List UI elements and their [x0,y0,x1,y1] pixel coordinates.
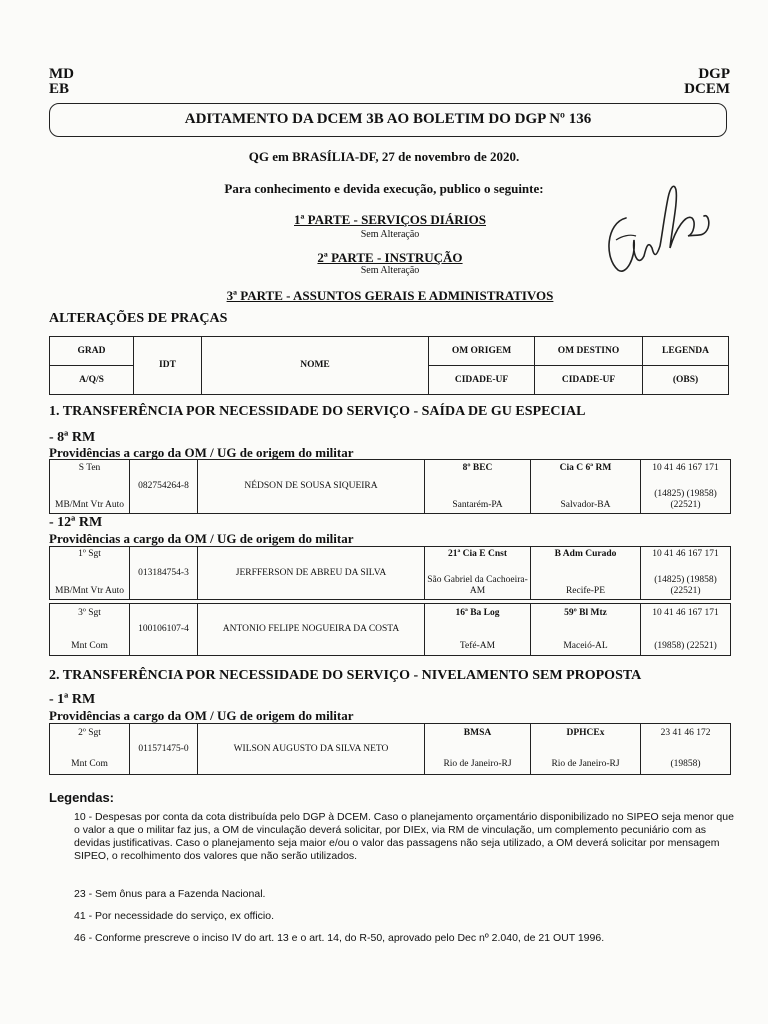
row-legenda: 10 41 46 167 171 [652,607,719,618]
row-cidade-destino: Rio de Janeiro-RJ [551,759,620,769]
row-nome: ANTONIO FELIPE NOGUEIRA DA COSTA [198,604,425,656]
legendas-title: Legendas: [49,790,115,805]
row-cidade-origem: Santarém-PA [452,499,503,510]
row-qual: Mnt Com [71,759,108,769]
table-row [49,459,731,514]
row-cidade-origem: São Gabriel da Cachoeira-AM [427,575,528,596]
table-row [49,723,731,775]
section2-providencias: Providências a cargo da OM / UG de origem do militar [49,708,354,723]
row-obs: (19858) (22521) [654,640,717,651]
header-table [49,336,729,395]
col-idt: IDT [134,337,202,395]
signature-image [596,178,716,278]
row-legenda: 10 41 46 167 171 [652,462,719,473]
row-cidade-origem: Tefé-AM [459,640,496,651]
row-idt: 100106107-4 [130,604,198,656]
row-om-origem: 16ª Ba Log [455,607,500,618]
legenda-item-41: 41 - Por necessidade do serviço, ex officio. [74,910,274,922]
row-obs: (14825) (19858) (22521) [654,488,717,510]
row-om-origem: 8º BEC [462,462,493,473]
row-om-destino: Cia C 6ª RM [559,462,612,473]
section1-providencias-2: Providências a cargo da OM / UG de origem do militar [49,531,354,546]
row-nome: NÉDSON DE SOUSA SIQUEIRA [198,460,425,514]
row-qual: Mnt Com [71,640,108,651]
col-legenda: LEGENDA [643,337,729,366]
row-idt: 013184754-3 [130,547,198,600]
row-idt: 011571475-0 [130,724,198,775]
legenda-item-23: 23 - Sem ônus para a Fazenda Nacional. [74,888,266,900]
row-cidade-destino: Maceió-AL [563,640,608,651]
row-qual: MB/Mnt Vtr Auto [55,499,124,510]
part1-title: 1ª PARTE - SERVIÇOS DIÁRIOS [294,212,486,227]
col-aqs: A/Q/S [50,366,134,395]
header-left-md: MD [49,66,74,82]
table-row [49,603,731,656]
table-row [49,546,731,600]
row-om-destino: 59º Bl Mtz [564,607,607,618]
title-box [49,103,727,137]
row-om-origem: 21ª Cia E Cnst [447,549,508,559]
row-qual: MB/Mnt Vtr Auto [55,586,124,596]
section2-rm-1: - 1ª RM [49,692,96,707]
col-om-destino: OM DESTINO [535,337,643,366]
row-idt: 082754264-8 [130,460,198,514]
row-cidade-destino: Salvador-BA [560,499,611,510]
row-nome: WILSON AUGUSTO DA SILVA NETO [198,724,425,775]
row-obs: (14825) (19858) (22521) [654,575,717,596]
section2-title: 2. TRANSFERÊNCIA POR NECESSIDADE DO SERVIÇO - NIVELAMENTO SEM PROPOSTA [49,668,642,683]
part3-title: 3ª PARTE - ASSUNTOS GERAIS E ADMINISTRATIVOS [226,288,554,303]
part2-title: 2ª PARTE - INSTRUÇÃO [317,250,463,265]
section1-rm-8: - 8ª RM [49,430,96,445]
row-legenda: 23 41 46 172 [660,728,711,738]
section1-title: 1. TRANSFERÊNCIA POR NECESSIDADE DO SERVIÇO - SAÍDA DE GU ESPECIAL [49,404,586,419]
intro-text: Para conhecimento e devida execução, publico o seguinte: [224,181,544,196]
header-right-dgp: DGP [698,66,730,82]
document-title: ADITAMENTO DA DCEM 3B AO BOLETIM DO DGP Nº 136 [184,111,592,127]
row-om-destino: B Adm Curado [554,549,617,559]
col-om-origem: OM ORIGEM [429,337,535,366]
section1-rm-12: - 12ª RM [49,515,103,530]
row-grad: 3º Sgt [78,607,101,618]
alteracoes-title: ALTERAÇÕES DE PRAÇAS [49,311,228,326]
row-om-destino: DPHCEx [566,728,605,738]
row-cidade-destino: Recife-PE [565,586,606,596]
place-date: QG em BRASÍLIA-DF, 27 de novembro de 2020. [248,149,520,164]
legenda-item-10: 10 - Despesas por conta da cota distribuída pelo DGP à DCEM. Caso o planejamento orçamentário disponibilizado no SIPEO seja menor que o valor a que o militar faz jus, a OM de vinculação deverá solicitar, por DIEx, via RM de vinculação, um complemento pecuniário com as devidas justificativas. Caso o planejamento seja maior e/ou o valor das passagens não seja utilizado, a OM deverá solicitar por mensagem SIPEO, o recolhimento dos valores que não serão utilizados. [74,811,734,862]
part1-note: Sem Alteração [360,229,420,240]
col-cidade-uf-destino: CIDADE-UF [535,366,643,395]
row-grad: 1º Sgt [78,549,101,559]
row-legenda: 10 41 46 167 171 [652,549,719,559]
row-cidade-origem: Rio de Janeiro-RJ [443,759,512,769]
row-obs: (19858) [670,759,701,769]
row-grad: S Ten [78,462,101,473]
row-grad: 2º Sgt [78,728,101,738]
header-right-dcem: DCEM [684,81,730,97]
col-grad: GRAD [50,337,134,366]
part2-note: Sem Alteração [360,265,420,276]
section1-providencias-1: Providências a cargo da OM / UG de origem do militar [49,445,354,460]
col-cidade-uf-origem: CIDADE-UF [429,366,535,395]
row-nome: JERFFERSON DE ABREU DA SILVA [198,547,425,600]
header-left-eb: EB [49,81,70,97]
col-obs: (OBS) [643,366,729,395]
legenda-item-46: 46 - Conforme prescreve o inciso IV do art. 13 e o art. 14, do R-50, aprovado pelo Dec nº 2.040, de 21 OUT 1996. [74,932,605,944]
col-nome: NOME [202,337,429,395]
row-om-origem: BMSA [463,728,492,738]
